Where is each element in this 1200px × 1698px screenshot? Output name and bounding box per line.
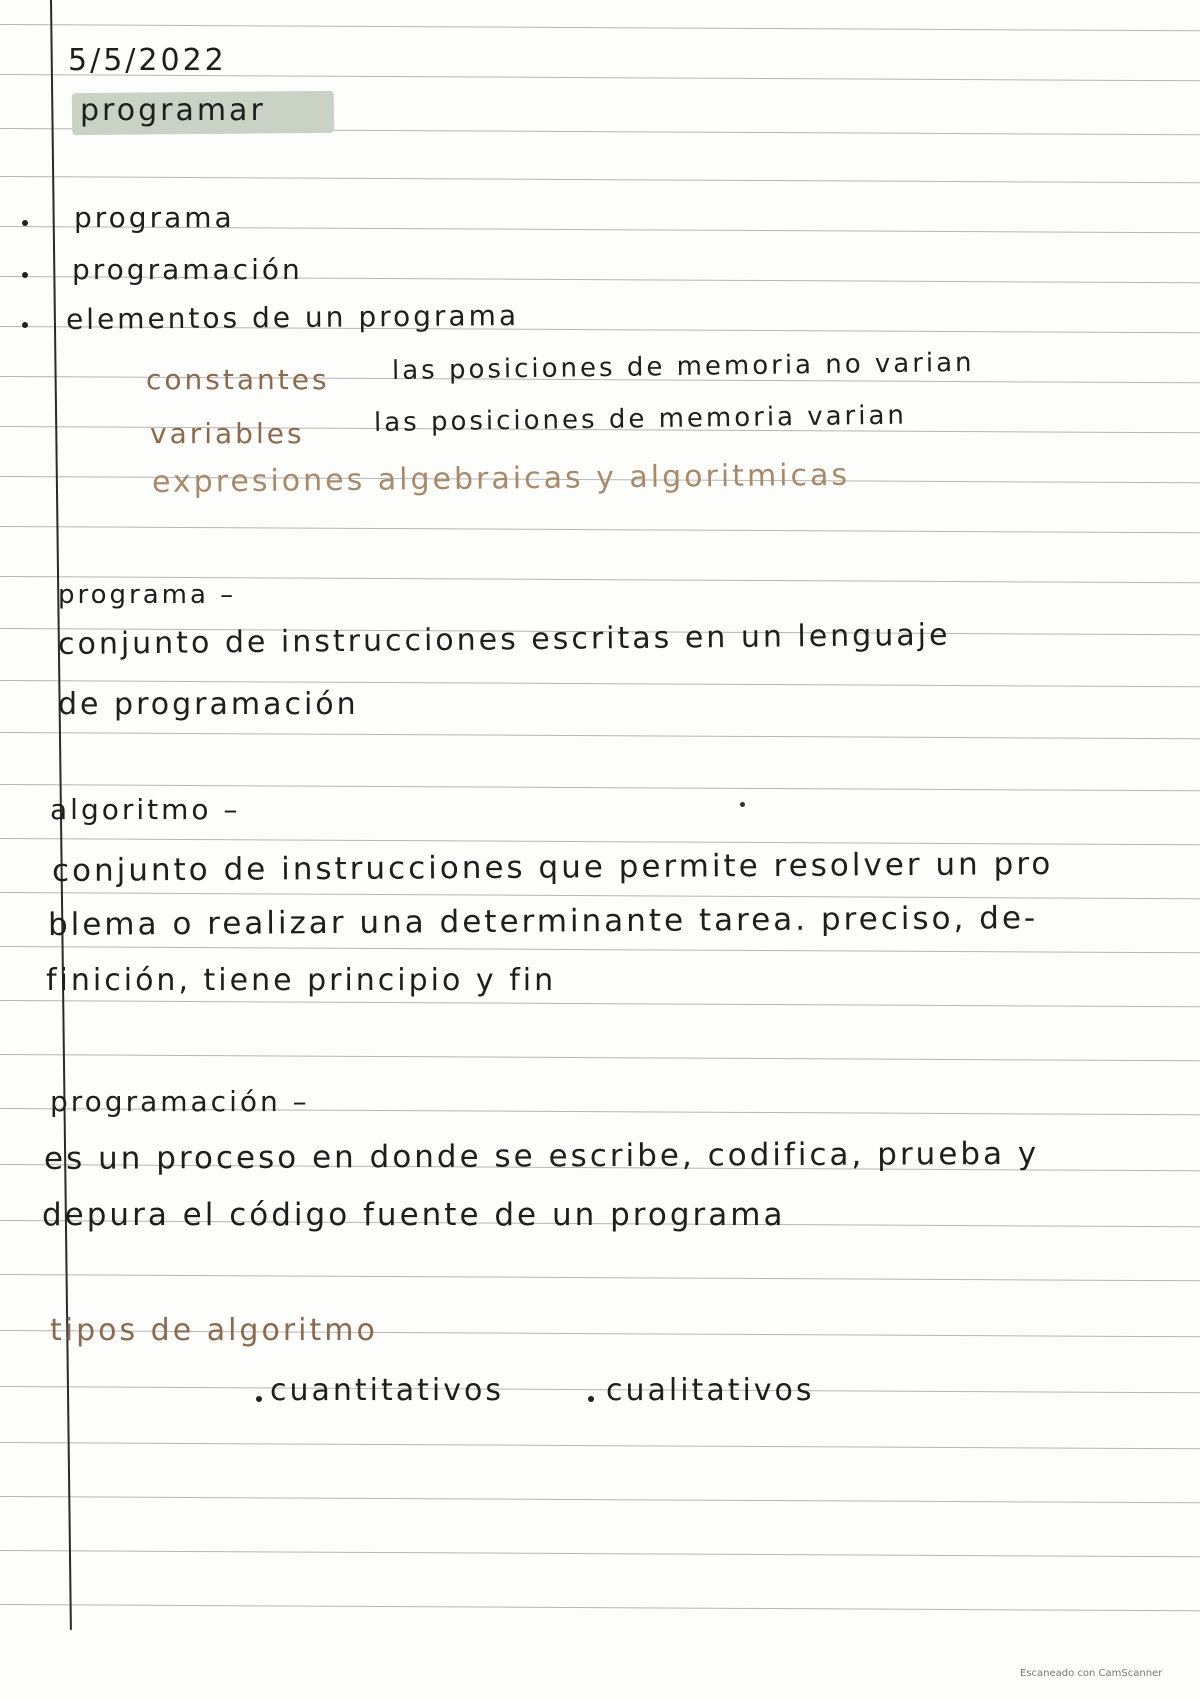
variables-term: variables [150,417,305,450]
ruled-line [0,892,1200,899]
programa-line: de programación [58,687,359,722]
bullet-dot [256,1396,262,1402]
outline-item: programa [74,201,235,234]
outline-item: elementos de un programa [65,299,520,336]
ruled-line [0,1386,1200,1393]
section-heading-algoritmo: algoritmo – [50,793,241,826]
outline-item: programación [72,253,303,286]
section-heading-tipos: tipos de algoritmo [50,1313,378,1348]
programa-line: conjunto de instrucciones escritas en un lenguaje [57,617,951,662]
ruled-line [0,1550,1200,1557]
algoritmo-line: conjunto de instrucciones que permite resolver un pro [51,846,1054,889]
programacion-line: es un proceso en donde se escribe, codifica, prueba y [43,1135,1040,1177]
ruled-line [0,1496,1200,1503]
constantes-term: constantes [146,363,330,396]
algoritmo-line: blema o realizar una determinante tarea. preciso, de- [47,900,1039,943]
bullet-dot [22,220,28,226]
ruled-line [0,526,1200,533]
ruled-line [0,176,1200,183]
constantes-text: las posiciones de memoria no varian [391,347,975,386]
programacion-line: depura el código fuente de un programa [42,1197,786,1233]
ruled-line [0,732,1200,739]
ruled-line [0,1000,1200,1007]
tipo-item: cualitativos [606,1373,815,1408]
variables-text: las posiciones de memoria varian [373,400,908,438]
bullet-dot [22,322,28,328]
scanner-watermark: Escaneado con CamScanner [1020,1668,1163,1679]
stray-dot [740,802,745,807]
expresiones-item: expresiones algebraicas y algoritmicas [151,457,851,500]
section-heading-programa: programa – [58,580,237,610]
ruled-line [0,1442,1200,1449]
tipo-item: cuantitativos [270,1373,504,1408]
bullet-dot [22,272,28,278]
ruled-line [0,946,1200,953]
ruled-line [0,1604,1200,1611]
bullet-dot [588,1396,594,1402]
ruled-line [0,1054,1200,1061]
page-title: programar [80,93,266,128]
algoritmo-line: finición, tiene principio y fin [46,963,557,998]
date: 5/5/2022 [68,43,227,78]
ruled-line [0,24,1200,31]
ruled-line [0,784,1200,791]
section-heading-programacion: programación – [50,1085,310,1118]
ruled-line [0,838,1200,845]
ruled-line [0,1274,1200,1281]
